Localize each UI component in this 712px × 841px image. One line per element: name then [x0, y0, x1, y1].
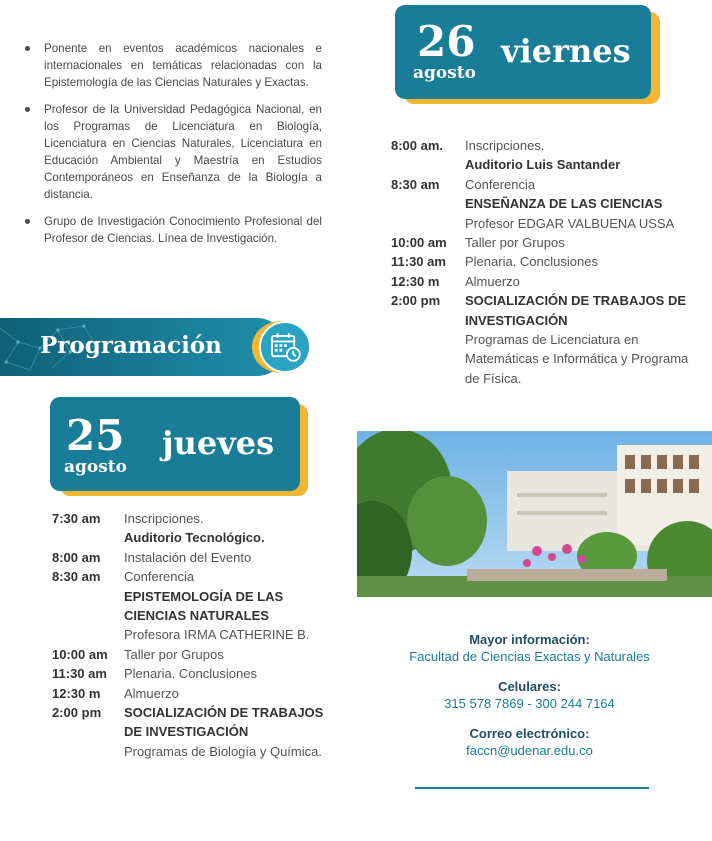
schedule-text: Inscripciones.	[465, 138, 545, 153]
schedule-time: 11:30 am	[391, 254, 446, 270]
schedule-row	[52, 509, 332, 548]
schedule-description	[465, 233, 565, 252]
schedule-row	[52, 703, 332, 761]
schedule-text: Programas de Biología y Química.	[124, 743, 322, 759]
divider-line	[415, 787, 649, 789]
schedule-text: Profesora IRMA CATHERINE B.	[124, 627, 310, 643]
schedule-row	[391, 291, 691, 388]
banner-title: Programación	[40, 332, 222, 359]
schedule-description	[124, 548, 251, 567]
calendar-circle	[259, 321, 311, 373]
schedule-description	[124, 567, 332, 645]
day1-month: agosto	[64, 457, 128, 477]
schedule-text: Plenaria. Conclusiones	[465, 254, 598, 270]
info-group	[357, 632, 702, 665]
schedule-time: 8:00 am.	[391, 138, 444, 153]
phones-group	[357, 679, 702, 712]
schedule-highlight: Auditorio Tecnológico.	[124, 530, 265, 546]
schedule-highlight: SOCIALIZACIÓN DE TRABAJOS DE INVESTIGACIÓN	[465, 293, 687, 328]
email-link[interactable]: faccn@udenar.edu.co	[466, 743, 593, 758]
day2-number: 26	[417, 17, 476, 66]
day2-month: agosto	[413, 63, 477, 83]
day2-weekday: viernes	[501, 32, 631, 70]
schedule-row	[391, 175, 691, 233]
day2-date-card	[395, 5, 651, 99]
schedule-time: 8:00 am	[52, 549, 101, 565]
schedule-description	[124, 509, 265, 548]
schedule-row	[52, 645, 332, 664]
schedule-description	[465, 136, 620, 175]
bullet-text: Ponente en eventos académicos nacionales e internacionales en temáticas relacionadas con la Epistemología de las Ciencias Naturales y Exactas.	[44, 42, 322, 89]
info-value: Facultad de Ciencias Exactas y Naturales	[409, 649, 650, 664]
schedule-time: 10:00 am	[52, 646, 108, 662]
schedule-row	[52, 548, 332, 567]
schedule-time: 8:30 am	[52, 569, 101, 585]
schedule-text: Plenaria. Conclusiones	[124, 666, 257, 682]
email-group	[357, 726, 702, 759]
day2-schedule	[391, 136, 691, 388]
bullet-dot	[25, 107, 30, 112]
schedule-time: 12:30 m	[391, 273, 440, 289]
schedule-text: Instalación del Evento	[124, 549, 252, 565]
schedule-highlight: ENSEÑANZA DE LAS CIENCIAS	[465, 196, 663, 212]
schedule-time: 11:30 am	[52, 666, 107, 682]
schedule-description	[465, 272, 520, 291]
schedule-highlight: SOCIALIZACIÓN DE TRABAJOS DE INVESTIGACIÓN	[124, 705, 324, 740]
schedule-description	[124, 645, 224, 664]
day1-number: 25	[66, 411, 125, 460]
bio-bullet	[22, 101, 322, 203]
bullet-dot	[25, 46, 30, 51]
schedule-highlight: EPISTEMOLOGÍA DE LAS CIENCIAS NATURALES	[124, 588, 284, 624]
schedule-highlight: Auditorio Luis Santander	[465, 157, 621, 173]
schedule-time: 2:00 pm	[391, 293, 441, 309]
contact-section	[357, 632, 702, 773]
schedule-description	[124, 684, 179, 703]
phones-heading: Celulares:	[498, 679, 561, 694]
schedule-row	[52, 567, 332, 645]
schedule-text: Profesor EDGAR VALBUENA USSA	[465, 215, 675, 231]
schedule-row	[391, 252, 691, 271]
bio-bullet	[22, 213, 322, 247]
day1-schedule	[52, 509, 332, 761]
schedule-text: Inscripciones.	[124, 511, 204, 526]
email-heading: Correo electrónico:	[469, 726, 590, 741]
schedule-time: 2:00 pm	[52, 705, 102, 721]
schedule-text: Conferencia	[124, 569, 195, 585]
info-heading: Mayor información:	[469, 632, 590, 647]
schedule-time: 10:00 am	[391, 235, 447, 251]
schedule-row	[391, 233, 691, 252]
campus-illustration	[357, 431, 712, 597]
schedule-row	[391, 136, 691, 175]
schedule-text: Almuerzo	[465, 273, 520, 289]
bio-bullet-list	[22, 40, 322, 257]
schedule-row	[52, 684, 332, 703]
calendar-clock-icon	[261, 323, 309, 371]
day1-date-card	[50, 397, 300, 491]
schedule-description	[465, 175, 674, 233]
schedule-row	[391, 272, 691, 291]
phones-value: 315 578 7869 - 300 244 7164	[444, 696, 615, 711]
bullet-dot	[25, 219, 30, 224]
campus-photo	[357, 431, 712, 597]
schedule-text: Taller por Grupos	[124, 646, 224, 662]
schedule-text: Programas de Licenciatura en Matemáticas e Informática y Programa de Física.	[465, 332, 689, 386]
bio-bullet	[22, 40, 322, 91]
schedule-text: Conferencia	[465, 176, 536, 192]
schedule-description	[465, 252, 598, 271]
bullet-text: Profesor de la Universidad Pedagógica Nacional, en los Programas de Licenciatura en Biología, Licenciatura en Ciencias Naturales, Licenciatura en Educación Ambiental y Maestría en Estudios Contemporáneos en Enseñanza de la Biología a distancia.	[44, 103, 322, 201]
schedule-description	[465, 291, 691, 388]
schedule-text: Taller por Grupos	[465, 235, 565, 251]
schedule-row	[52, 664, 332, 683]
schedule-description	[124, 664, 257, 683]
schedule-time: 8:30 am	[391, 176, 440, 192]
schedule-text: Almuerzo	[124, 685, 179, 701]
day1-weekday: jueves	[162, 424, 275, 462]
schedule-time: 7:30 am	[52, 511, 101, 526]
schedule-description	[124, 703, 332, 761]
bullet-text: Grupo de Investigación Conocimiento Profesional del Profesor de Ciencias. Línea de Investigación.	[44, 215, 322, 245]
schedule-time: 12:30 m	[52, 685, 101, 701]
